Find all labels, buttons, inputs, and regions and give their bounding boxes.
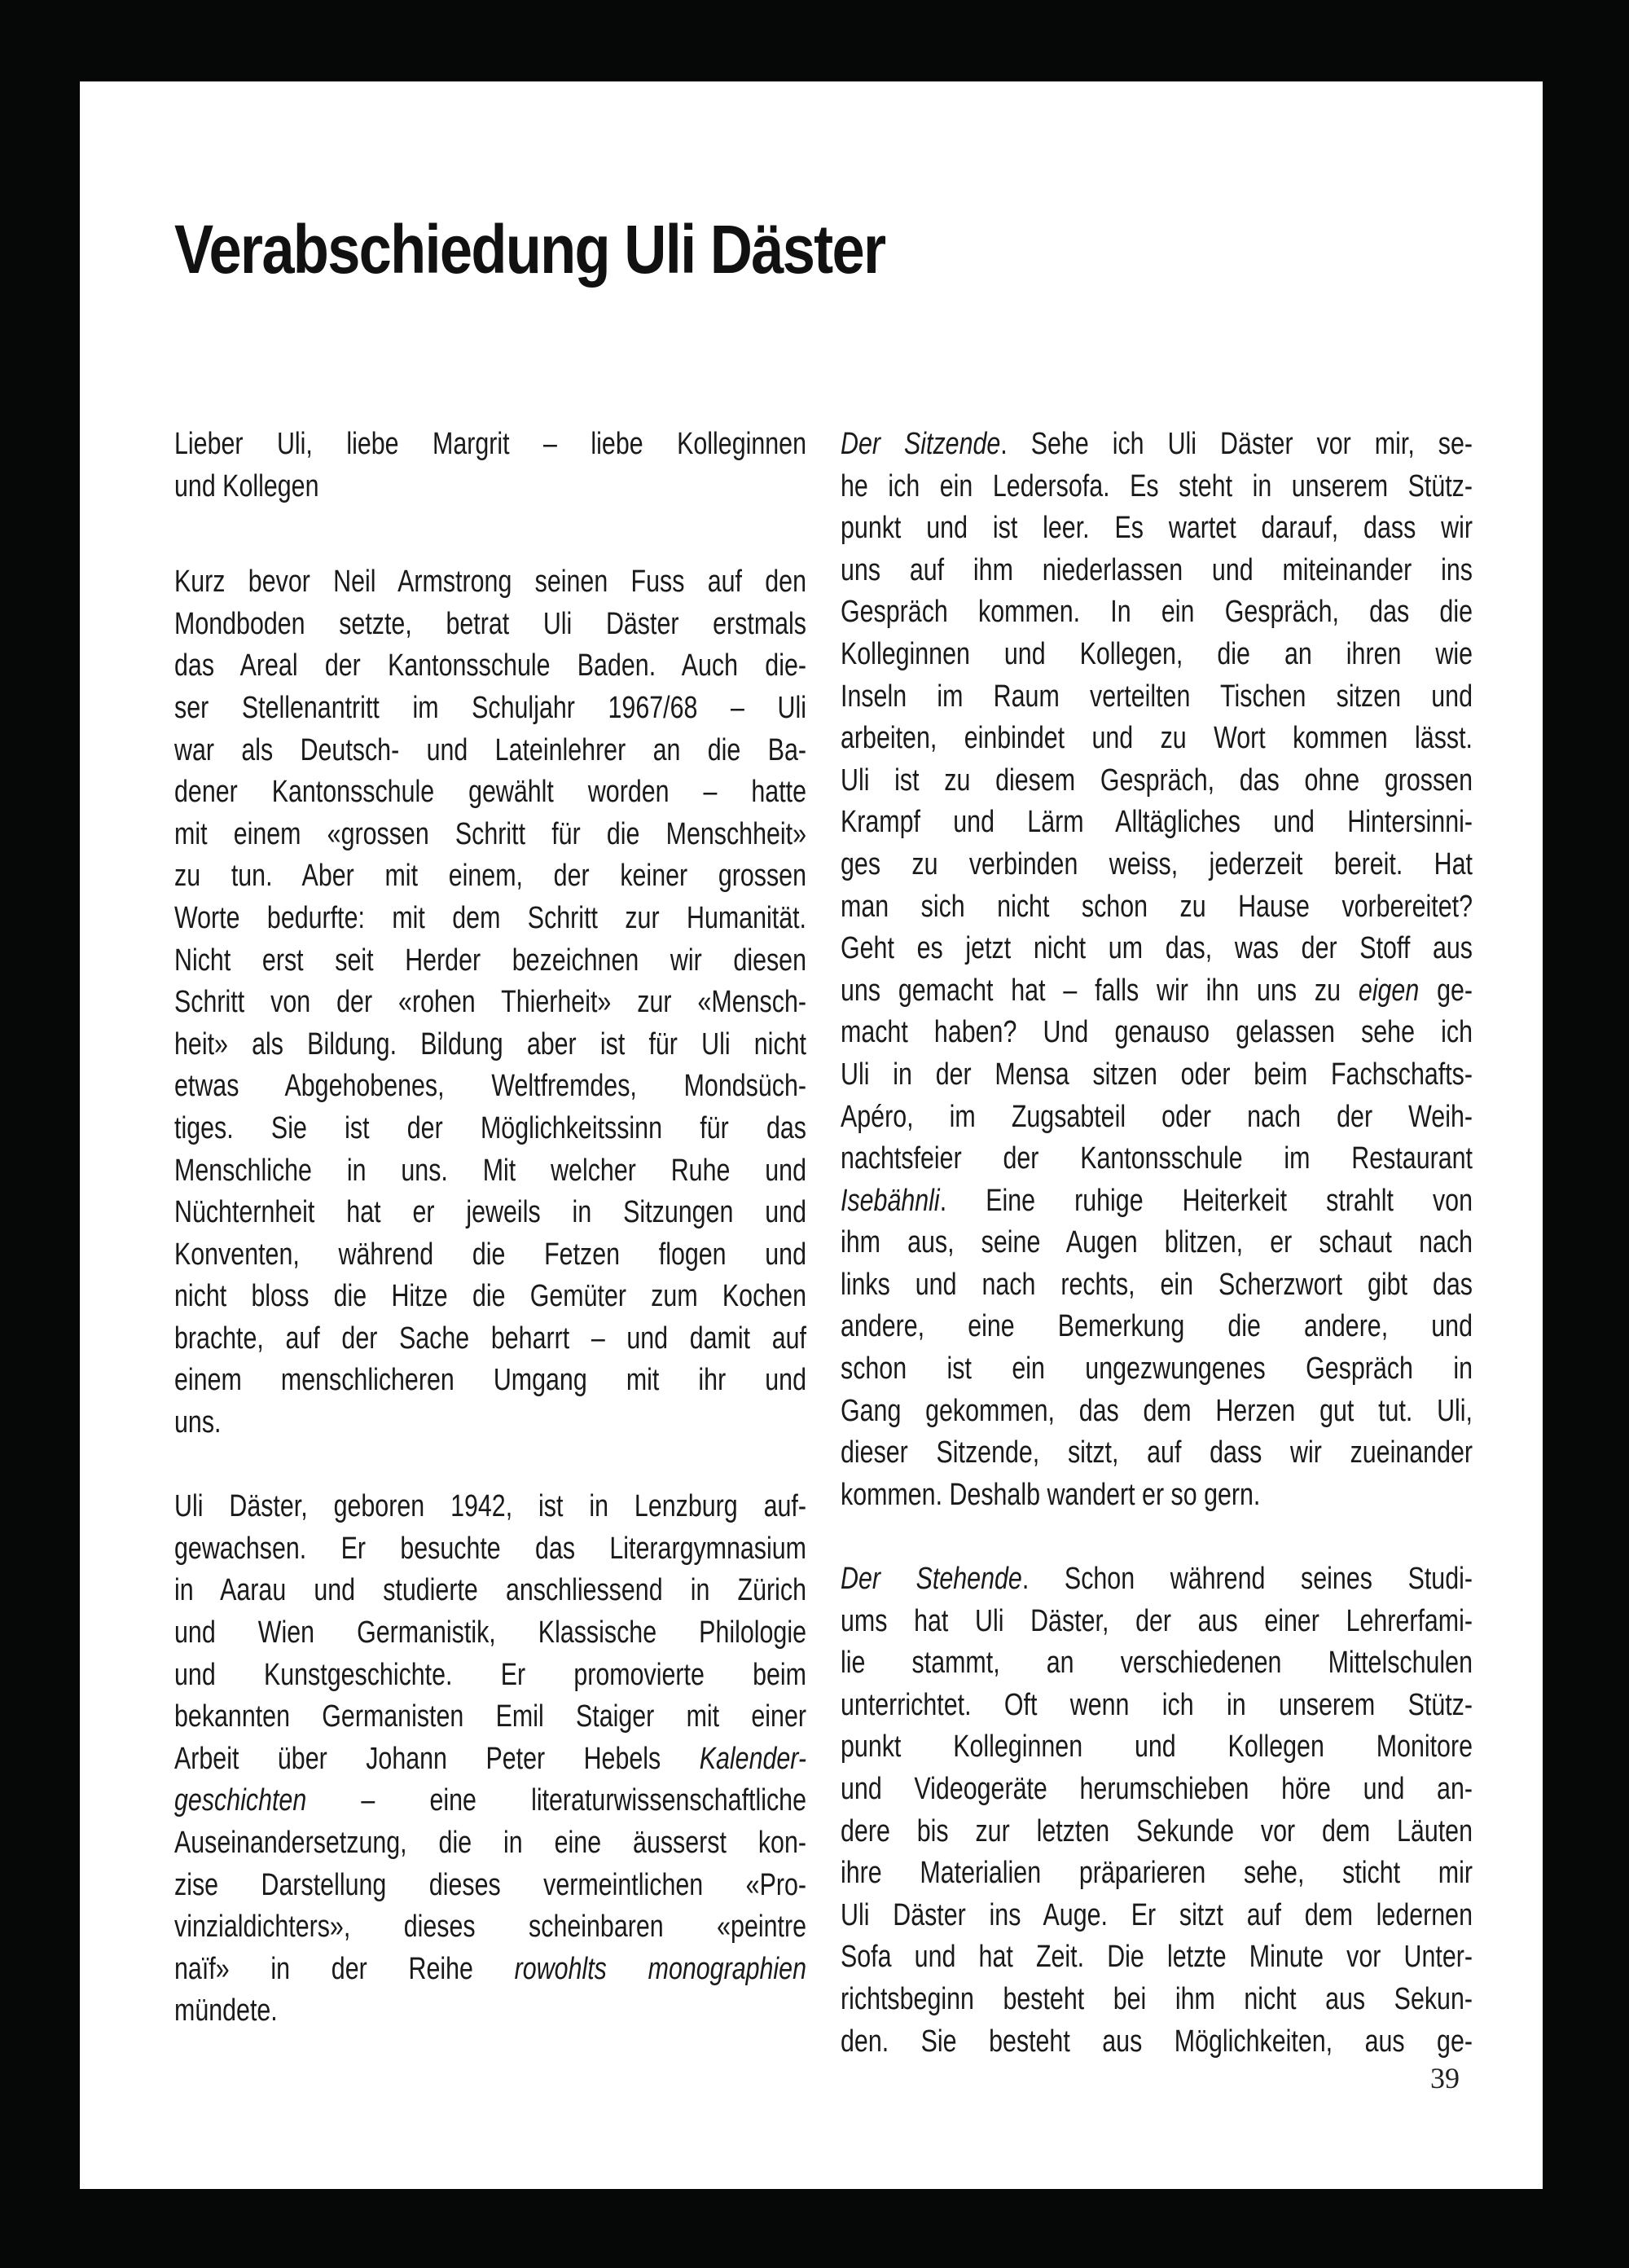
text-line: gewachsen. Er besuchte das Literargymnasium — [174, 1531, 806, 1566]
text-line: dieser Sitzende, sitzt, auf dass wir zueinander — [841, 1435, 1473, 1470]
text-run: . Schon während seines Studi- — [1021, 1562, 1473, 1597]
text-line: Nüchternheit hat er jeweils in Sitzungen und — [174, 1195, 806, 1230]
text-line: etwas Abgehobenes, Weltfremdes, Mondsüch- — [174, 1069, 806, 1104]
text-line: Schritt von der «rohen Thierheit» zur «Mensch- — [174, 985, 806, 1020]
text-line: links und nach rechts, ein Scherzwort gibt das — [841, 1267, 1473, 1302]
text-line: vinzialdichters», dieses scheinbaren «peintre — [174, 1910, 806, 1945]
text-line: Menschliche in uns. Mit welcher Ruhe und — [174, 1153, 806, 1188]
text-line — [174, 1780, 806, 1822]
text-line: arbeiten, einbindet und zu Wort kommen lässt. — [841, 721, 1473, 756]
text-line: Gespräch kommen. In ein Gespräch, das die — [841, 595, 1473, 630]
text-line: ihm aus, seine Augen blitzen, er schaut nach — [841, 1225, 1473, 1260]
text-run: ge- — [1419, 973, 1473, 1008]
text-line: uns auf ihm niederlassen und miteinander ins — [841, 552, 1473, 587]
right-column — [841, 424, 1473, 2063]
text-line: Sofa und hat Zeit. Die letzte Minute vor Unter- — [841, 1940, 1473, 1975]
text-line: in Aarau und studierte anschliessend in Zürich — [174, 1573, 806, 1608]
text-line: schon ist ein ungezwungenes Gespräch in — [841, 1352, 1473, 1387]
restaurant-name-italic: Isebähnli — [841, 1183, 940, 1218]
text-line: dere bis zur letzten Sekunde vor dem Läuten — [841, 1813, 1473, 1848]
text-line: Worte bedurfte: mit dem Schritt zur Humanität. — [174, 900, 806, 935]
text-line: zise Darstellung dieses vermeintlichen «Pro- — [174, 1867, 806, 1902]
text-line: ums hat Uli Däster, der aus einer Lehrerfami- — [841, 1603, 1473, 1638]
text-line: Uli ist zu diesem Gespräch, das ohne grossen — [841, 763, 1473, 798]
text-line: he ich ein Ledersofa. Es steht in unserem Stütz- — [841, 468, 1473, 503]
text-line: dener Kantonsschule gewählt worden – hatte — [174, 775, 806, 810]
text-line — [841, 970, 1473, 1013]
text-line: uns. — [174, 1405, 222, 1440]
text-line: heit» als Bildung. Bildung aber ist für Uli nicht — [174, 1026, 806, 1061]
text-line: Kurz bevor Neil Armstrong seinen Fuss auf den — [174, 565, 806, 600]
text-line: einem menschlicheren Umgang mit ihr und — [174, 1363, 806, 1398]
text-line: richtsbeginn besteht bei ihm nicht aus Sekun- — [841, 1981, 1473, 2016]
series-title-italic: rowohlts monographien — [514, 1951, 806, 1986]
text-line: Mondboden setzte, betrat Uli Däster erstmals — [174, 606, 806, 641]
text-line: kommen. Deshalb wandert er so gern. — [841, 1477, 1261, 1512]
document-page — [80, 81, 1543, 2189]
text-line: ihre Materialien präparieren sehe, sticht mir — [841, 1856, 1473, 1891]
text-run: – eine literaturwissenschaftliche — [306, 1783, 806, 1818]
text-line: Uli in der Mensa sitzen oder beim Fachschafts- — [841, 1057, 1473, 1092]
text-line: Krampf und Lärm Alltägliches und Hintersinni- — [841, 805, 1473, 840]
text-line: bekannten Germanisten Emil Staiger mit einer — [174, 1699, 806, 1734]
text-line: brachte, auf der Sache beharrt – und damit auf — [174, 1321, 806, 1356]
emphasis-italic: eigen — [1358, 973, 1420, 1008]
text-line: Geht es jetzt nicht um das, was der Stoff aus — [841, 931, 1473, 966]
text-line: ges zu verbinden weiss, jederzeit bereit. Hat — [841, 846, 1473, 881]
text-line: Inseln im Raum verteilten Tischen sitzen und — [841, 679, 1473, 714]
text-line: Uli Däster, geboren 1942, ist in Lenzburg auf- — [174, 1489, 806, 1524]
text-line: und Videogeräte herumschieben höre und an- — [841, 1772, 1473, 1806]
text-line: und Kunstgeschichte. Er promovierte beim — [174, 1657, 806, 1692]
text-line — [174, 1738, 806, 1781]
text-line: Lieber Uli, liebe Margrit – liebe Kolleginnen — [174, 427, 806, 461]
text-run: uns gemacht hat – falls wir ihn uns zu — [841, 973, 1359, 1008]
text-line: lie stammt, an verschiedenen Mittelschulen — [841, 1646, 1473, 1681]
text-line: und Kollegen — [174, 468, 319, 503]
text-line: Konventen, während die Fetzen flogen und — [174, 1237, 806, 1272]
text-line: mündete. — [174, 1993, 278, 2028]
text-line: den. Sie besteht aus Möglichkeiten, aus ge- — [841, 2024, 1473, 2059]
text-run: . Eine ruhige Heiterkeit strahlt von — [939, 1183, 1473, 1218]
text-line: nachtsfeier der Kantonsschule im Restaurant — [841, 1141, 1473, 1176]
text-line: mit einem «grossen Schritt für die Menschheit» — [174, 816, 806, 851]
text-line: ser Stellenantritt im Schuljahr 1967/68 – Uli — [174, 690, 806, 725]
text-line — [174, 1949, 806, 1991]
text-line — [841, 1180, 1473, 1223]
text-line — [841, 424, 1473, 466]
text-line: Nicht erst seit Herder bezeichnen wir diesen — [174, 943, 806, 978]
text-line: und Wien Germanistik, Klassische Philologie — [174, 1615, 806, 1650]
text-line: punkt Kolleginnen und Kollegen Monitore — [841, 1730, 1473, 1765]
text-line: Apéro, im Zugsabteil oder nach der Weih- — [841, 1099, 1473, 1134]
page-title: Verabschiedung Uli Däster — [174, 211, 885, 288]
text-line: Auseinandersetzung, die in eine äusserst kon- — [174, 1826, 806, 1860]
book-title-italic: Kalender- — [699, 1741, 806, 1776]
text-line: Gang gekommen, das dem Herzen gut tut. Uli, — [841, 1393, 1473, 1428]
text-line: andere, eine Bemerkung die andere, und — [841, 1309, 1473, 1344]
section-heading-italic: Der Sitzende — [841, 427, 1001, 461]
text-line: punkt und ist leer. Es wartet darauf, dass wir — [841, 511, 1473, 546]
text-line: nicht bloss die Hitze die Gemüter zum Kochen — [174, 1279, 806, 1314]
text-run: Arbeit über Johann Peter Hebels — [174, 1741, 700, 1776]
text-run: . Sehe ich Uli Däster vor mir, se- — [1000, 427, 1473, 461]
text-line: unterrichtet. Oft wenn ich in unserem Stütz- — [841, 1687, 1473, 1722]
text-line: war als Deutsch- und Lateinlehrer an die Ba- — [174, 732, 806, 767]
book-title-italic: geschichten — [174, 1783, 307, 1818]
text-line: man sich nicht schon zu Hause vorbereitet? — [841, 889, 1473, 924]
text-line: Kolleginnen und Kollegen, die an ihren wie — [841, 636, 1473, 671]
text-line: zu tun. Aber mit einem, der keiner grossen — [174, 859, 806, 894]
text-line: das Areal der Kantonsschule Baden. Auch die- — [174, 648, 806, 683]
text-line: tiges. Sie ist der Möglichkeitssinn für das — [174, 1110, 806, 1145]
left-column — [174, 424, 806, 2033]
text-line — [841, 1558, 1473, 1601]
text-line: macht haben? Und genauso gelassen sehe ich — [841, 1015, 1473, 1050]
page-number: 39 — [1430, 2062, 1460, 2094]
section-heading-italic: Der Stehende — [841, 1562, 1022, 1597]
text-line: Uli Däster ins Auge. Er sitzt auf dem ledernen — [841, 1897, 1473, 1932]
text-run: naïf» in der Reihe — [174, 1951, 515, 1986]
